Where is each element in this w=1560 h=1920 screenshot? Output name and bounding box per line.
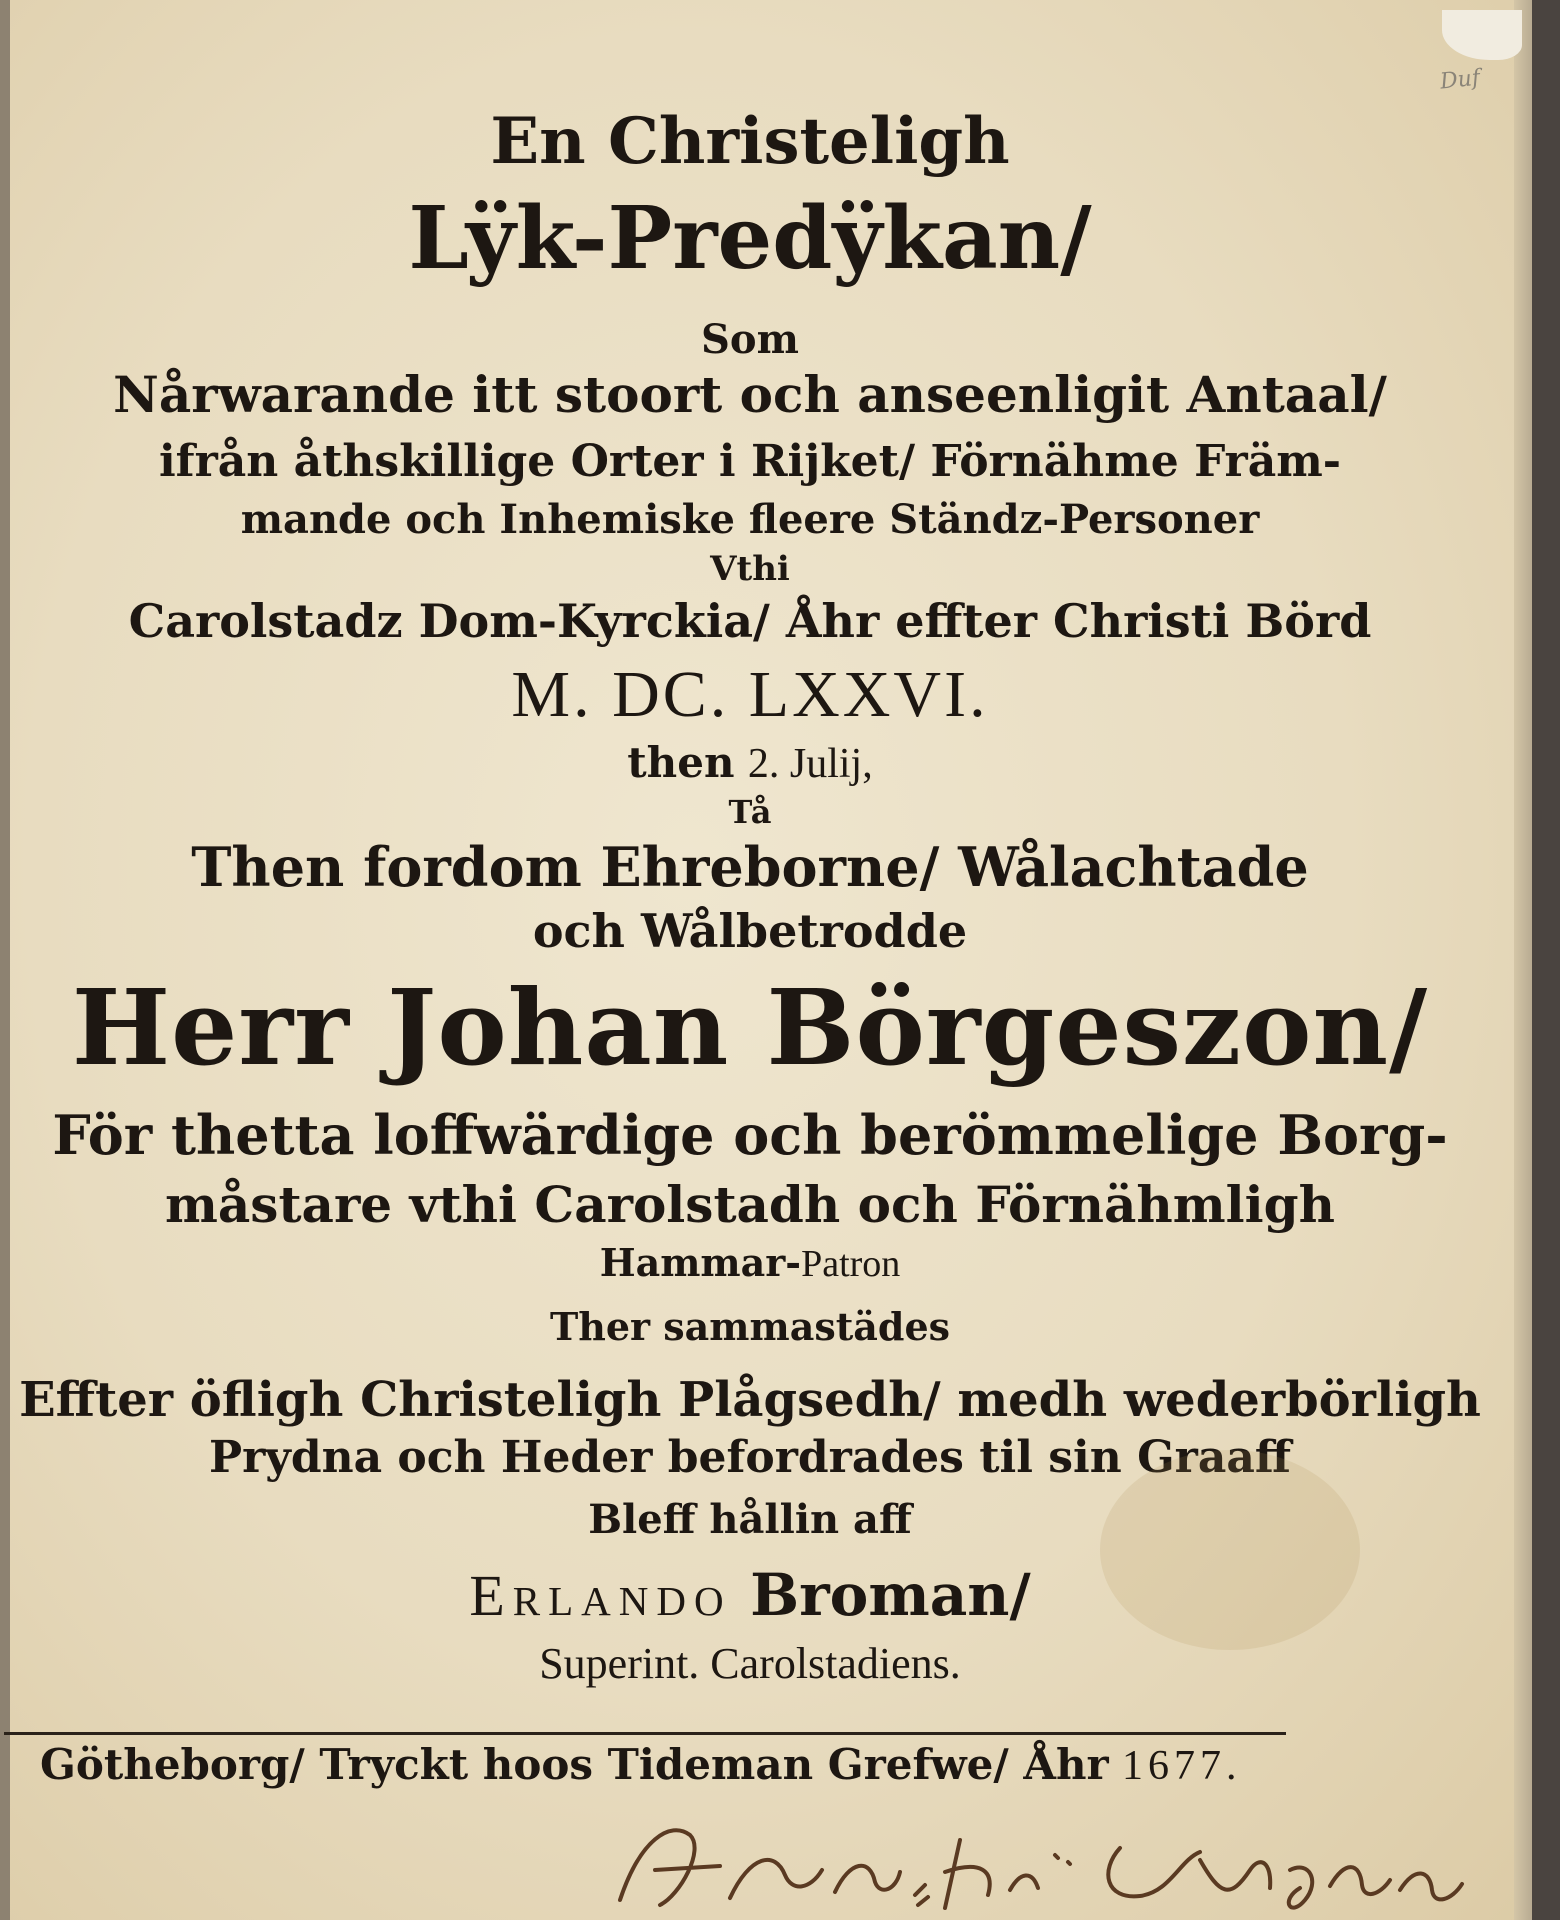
date-prefix: then bbox=[627, 738, 735, 787]
text-line-14: För thetta loffwärdige och berömmelige Borg- bbox=[52, 1103, 1448, 1167]
text-line-6: mande och Inhemiske fleere Ständz-Personer bbox=[240, 496, 1260, 543]
handwritten-signature bbox=[600, 1800, 1500, 1920]
text-line-18: Effter öfligh Christeligh Plågsedh/ medh wederbörligh bbox=[19, 1372, 1481, 1428]
imprint-text: Götheborg/ Tryckt hoos Tideman Grefwe/ Åhr bbox=[40, 1740, 1109, 1789]
text-line-16 bbox=[0, 1240, 1500, 1285]
text-line-5: ifrån åthskillige Orter i Rijket/ Förnähme Främ- bbox=[158, 436, 1342, 487]
left-edge-shadow bbox=[0, 0, 10, 1920]
right-edge-shadow bbox=[1514, 0, 1532, 1920]
imprint-year: 1677. bbox=[1121, 1743, 1242, 1789]
text-line-vthi: Vthi bbox=[710, 549, 790, 589]
text-line-20: Bleff hållin aff bbox=[588, 1496, 912, 1543]
title-line-1: En Christeligh bbox=[490, 104, 1010, 179]
author-title: Superint. Carolstadiens. bbox=[539, 1639, 961, 1688]
pencil-note: Duf bbox=[1438, 65, 1482, 95]
torn-corner bbox=[1442, 10, 1522, 60]
year-roman: M. DC. LXXVI. bbox=[511, 658, 989, 731]
imprint-line bbox=[40, 1740, 1280, 1789]
text-line-4: Nårwarande itt stoort och anseenligit Antaal/ bbox=[113, 365, 1387, 424]
text-line-19: Prydna och Heder befordrades til sin Graaff bbox=[209, 1432, 1291, 1483]
author-line bbox=[0, 1561, 1500, 1629]
text-line-15: måstare vthi Carolstadh och Förnähmligh bbox=[165, 1175, 1335, 1234]
author-last: Broman/ bbox=[750, 1561, 1031, 1629]
line16-b: Patron bbox=[801, 1243, 901, 1285]
text-line-11: Then fordom Ehreborne/ Wålachtade bbox=[191, 835, 1309, 899]
text-line-8: Carolstadz Dom-Kyrckia/ Åhr effter Christi Börd bbox=[128, 594, 1372, 648]
date-line bbox=[0, 738, 1500, 787]
text-line-17: Ther sammastädes bbox=[549, 1304, 951, 1349]
name-line: Herr Johan Börgeszon/ bbox=[71, 966, 1429, 1089]
title-line-2: Lÿk-Predÿkan/ bbox=[408, 188, 1092, 289]
author-first: Erlando bbox=[469, 1563, 732, 1628]
line16-a: Hammar- bbox=[599, 1240, 802, 1285]
text-line-ta: Tå bbox=[728, 793, 772, 831]
imprint-rule bbox=[4, 1732, 1286, 1735]
text-line-som: Som bbox=[701, 316, 799, 363]
text-line-12: och Wålbetrodde bbox=[532, 904, 968, 958]
date-suffix: 2. Julij, bbox=[747, 741, 873, 787]
